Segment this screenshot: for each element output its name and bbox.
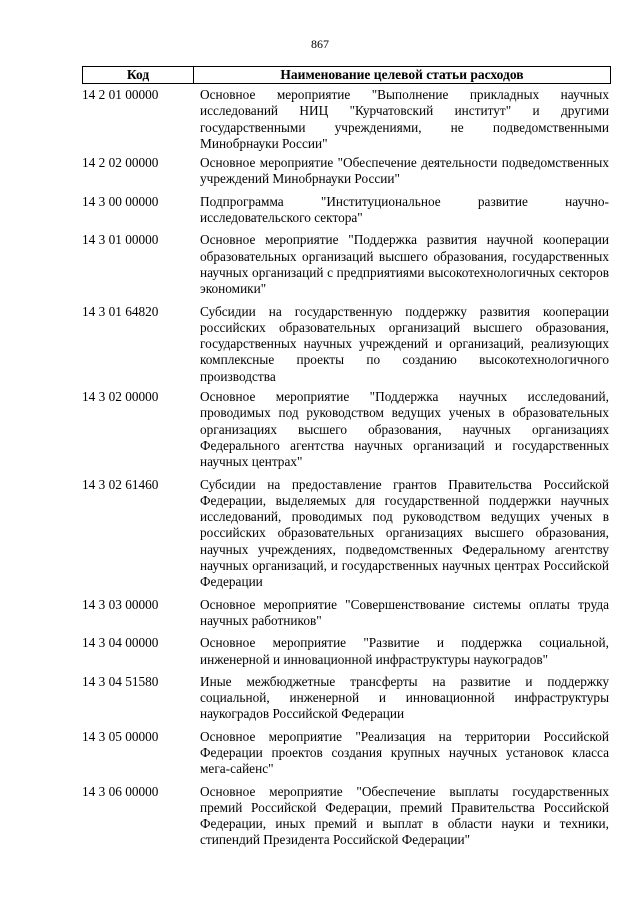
table-row: [82, 304, 611, 385]
table-row: [82, 635, 611, 668]
row-code: 14 3 00 00000: [82, 193, 159, 209]
column-header-name: Наименование целевой статьи расходов: [280, 67, 524, 82]
column-header-code: Код: [83, 67, 194, 83]
row-name: Основное мероприятие "Поддержка научных исследований, проводимых под руководством ведущих ученых в образовательных организациях высшего образования, научных организациях Федерального агентства научных организаций и государственных научных центрах": [200, 389, 609, 470]
table-row: [82, 232, 611, 297]
table-row: [82, 194, 611, 227]
row-code: 14 3 04 00000: [82, 635, 159, 651]
row-code: 14 3 03 00000: [82, 596, 159, 612]
row-code: 14 3 01 00000: [82, 232, 159, 248]
row-name: Субсидии на государственную поддержку развития кооперации российских образовательных организаций высшего образования, государственных научных учреждений и организаций, реализующих комплексные проекты по созданию высокотехнологичного производства: [200, 303, 609, 384]
row-name: Субсидии на предоставление грантов Правительства Российской Федерации, выделяемых для государственной поддержки научных исследований, проводимых под руководством ведущих ученых в российских образовательных организациях высшего образования, научных учреждениях, подведомственных Федеральному агентству научных организаций, и государственных научных центрах Российской Федерации: [200, 476, 609, 590]
row-code: 14 3 04 51580: [82, 673, 159, 689]
table-row: [82, 477, 611, 591]
table-row: [82, 87, 611, 152]
row-code: 14 3 01 64820: [82, 303, 159, 319]
table-row: [82, 389, 611, 470]
table-row: [82, 597, 611, 630]
row-code: 14 3 02 61460: [82, 476, 159, 492]
row-code: 14 2 02 00000: [82, 155, 159, 171]
row-name: Основное мероприятие "Выполнение прикладных научных исследований НИЦ "Курчатовский институт" и другими государственными учреждениями, не подведомственными Минобрнауки России": [200, 87, 609, 151]
target-items-table: [82, 66, 611, 849]
row-name: Основное мероприятие "Обеспечение выплаты государственных премий Российской Федерации, премий Правительства Российской Федерации, иных премий и выплат в области науки и техники, стипендий Президента Российской Федерации": [200, 783, 609, 848]
row-code: 14 3 02 00000: [82, 389, 159, 405]
row-name: Основное мероприятие "Совершенствование системы оплаты труда научных работников": [200, 596, 609, 628]
page-number: 867: [311, 37, 329, 51]
row-code: 14 3 06 00000: [82, 783, 159, 799]
table-row: [82, 674, 611, 723]
table-row: [82, 729, 611, 778]
row-name: Основное мероприятие "Обеспечение деятельности подведомственных учреждений Минобрнауки России": [200, 155, 609, 187]
row-code: 14 3 05 00000: [82, 728, 159, 744]
table-row: [82, 155, 611, 188]
row-name: Основное мероприятие "Поддержка развития научной кооперации образовательных организаций высшего образования, государственных научных организаций с предприятиями высокотехнологичных секторов экономики": [200, 232, 609, 297]
row-name: Основное мероприятие "Развитие и поддержка социальной, инженерной и инновационной инфраструктуры наукоградов": [200, 635, 609, 667]
row-name: Иные межбюджетные трансферты на развитие и поддержку социальной, инженерной и инновационной инфраструктуры наукоградов Российской Федерации: [200, 673, 609, 722]
row-name: Основное мероприятие "Реализация на территории Российской Федерации проектов создания крупных научных установок класса мега-сайенс": [200, 728, 609, 777]
table-row: [82, 784, 611, 849]
table-header: [82, 66, 611, 84]
row-name: Подпрограмма "Институциональное развитие научно-исследовательского сектора": [200, 193, 609, 226]
row-code: 14 2 01 00000: [82, 87, 159, 102]
